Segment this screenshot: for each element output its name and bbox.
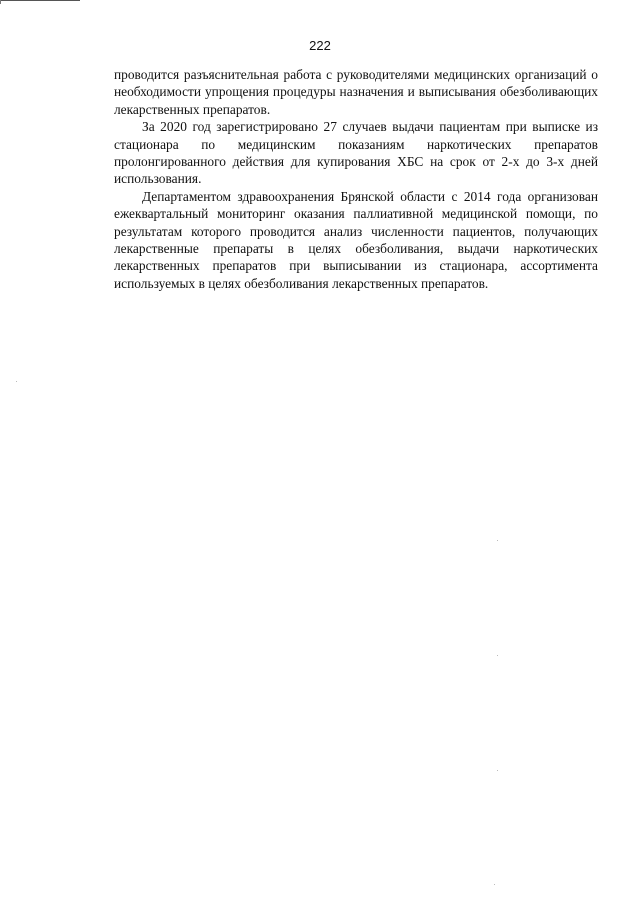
paragraph-1: проводится разъяснительная работа с руководителями медицинских организаций о необходимости упрощения процедуры назначения и выписывания обезболивающих лекарственных препаратов.: [114, 67, 598, 117]
document-body: [114, 66, 598, 292]
scan-speck: [497, 655, 498, 656]
scan-speck: [16, 381, 17, 382]
scan-edge-mark: [0, 0, 80, 1]
scan-speck: [494, 884, 495, 885]
scan-edge-tick: [0, 0, 1, 4]
page-number: 222: [309, 38, 331, 53]
paragraph-2: За 2020 год зарегистрировано 27 случаев выдачи пациентам при выписке из стационара по медицинским показаниям наркотических препаратов пролонгированного действия для купирования ХБС на срок от 2-х до 3-х дней использования.: [114, 119, 598, 187]
scan-speck: [497, 770, 498, 771]
paragraph-3: Департаментом здравоохранения Брянской области с 2014 года организован ежеквартальный мониторинг оказания паллиативной медицинской помощи, по результатам которого проводится анализ численности пациентов, получающих лекарственные препараты в целях обезболивания, выдачи наркотических лекарственных препаратов при выписывании из стационара, ассортимента используемых в целях обезболивания лекарственных препаратов.: [114, 188, 598, 291]
scan-speck: [497, 540, 498, 541]
